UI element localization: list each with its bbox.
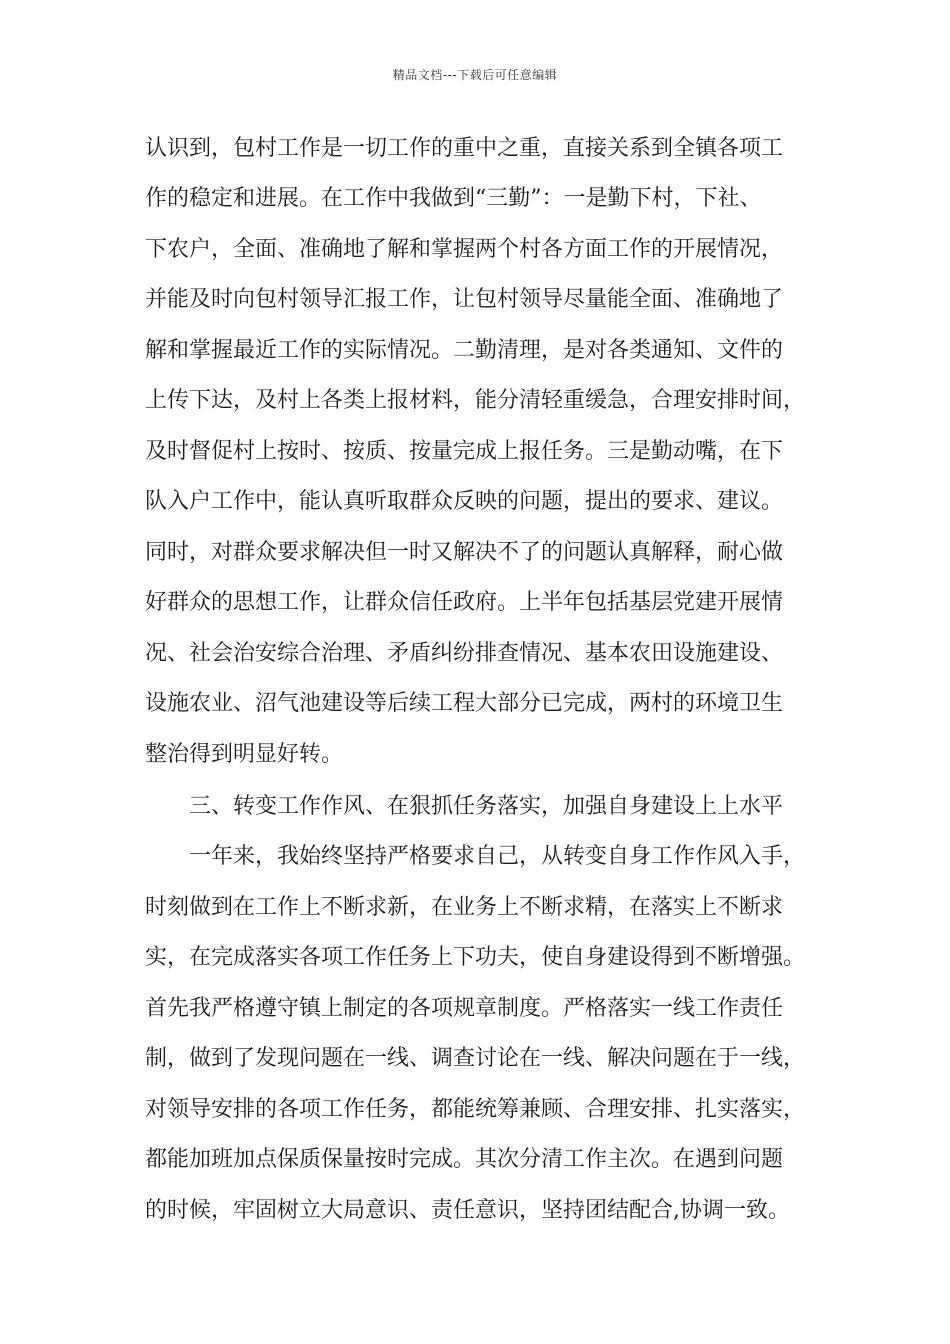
body-line-11: 况、社会治安综合治理、矛盾纠纷排查情况、基本农田设施建设、 <box>145 641 784 666</box>
page-header: 精品文档---下载后可任意编辑 <box>392 68 558 82</box>
body-line-18: 制，做到了发现问题在一线、调查讨论在一线、解决问题在于一线， <box>145 1046 806 1071</box>
body-line-21: 的时候，牢固树立大局意识、责任意识，坚持团结配合,协调一致。 <box>145 1198 790 1223</box>
body-line-8: 队入户工作中，能认真听取群众反映的问题，提出的要求、建议。 <box>145 489 784 514</box>
body-line-3: 下农户，全面、准确地了解和掌握两个村各方面工作的开展情况， <box>145 237 784 262</box>
body-line-7: 及时督促村上按时、按质、按量完成上报任务。三是勤动嘴，在下 <box>145 439 784 464</box>
body-line-20: 都能加班加点保质保量按时完成。其次分清工作主次。在遇到问题 <box>145 1147 784 1172</box>
body-line-12: 设施农业、沼气池建设等后续工程大部分已完成，两村的环境卫生 <box>145 691 784 716</box>
body-line-4: 并能及时向包村领导汇报工作，让包村领导尽量能全面、准确地了 <box>145 287 784 312</box>
body-line-1: 认识到，包村工作是一切工作的重中之重，直接关系到全镇各项工 <box>145 136 784 161</box>
body-line-19: 对领导安排的各项工作任务，都能统筹兼顾、合理安排、扎实落实， <box>145 1097 806 1122</box>
body-line-6: 上传下达，及村上各类上报材料，能分清轻重缓急，合理安排时间， <box>145 388 806 413</box>
body-line-13: 整治得到明显好转。 <box>145 742 344 767</box>
body-line-9: 同时，对群众要求解决但一时又解决不了的问题认真解释，耐心做 <box>145 540 784 565</box>
body-line-17: 首先我严格遵守镇上制定的各项规章制度。严格落实一线工作责任 <box>145 996 784 1021</box>
body-line-5: 解和掌握最近工作的实际情况。二勤清理，是对各类通知、文件的 <box>145 338 784 363</box>
section-heading: 三、转变工作作风、在狠抓任务落实，加强自身建设上上水平 <box>189 794 784 819</box>
body-line-15: 时刻做到在工作上不断求新，在业务上不断求精，在落实上不断求 <box>145 895 784 920</box>
body-line-2: 作的稳定和进展。在工作中我做到“三勤”：一是勤下村，下社、 <box>145 186 762 211</box>
body-line-16: 实，在完成落实各项工作任务上下功夫，使自身建设得到不断增强。 <box>145 945 806 970</box>
body-line-10: 好群众的思想工作，让群众信任政府。上半年包括基层党建开展情 <box>145 590 784 615</box>
body-line-14: 一年来，我始终坚持严格要求自己，从转变自身工作作风入手， <box>189 844 806 869</box>
